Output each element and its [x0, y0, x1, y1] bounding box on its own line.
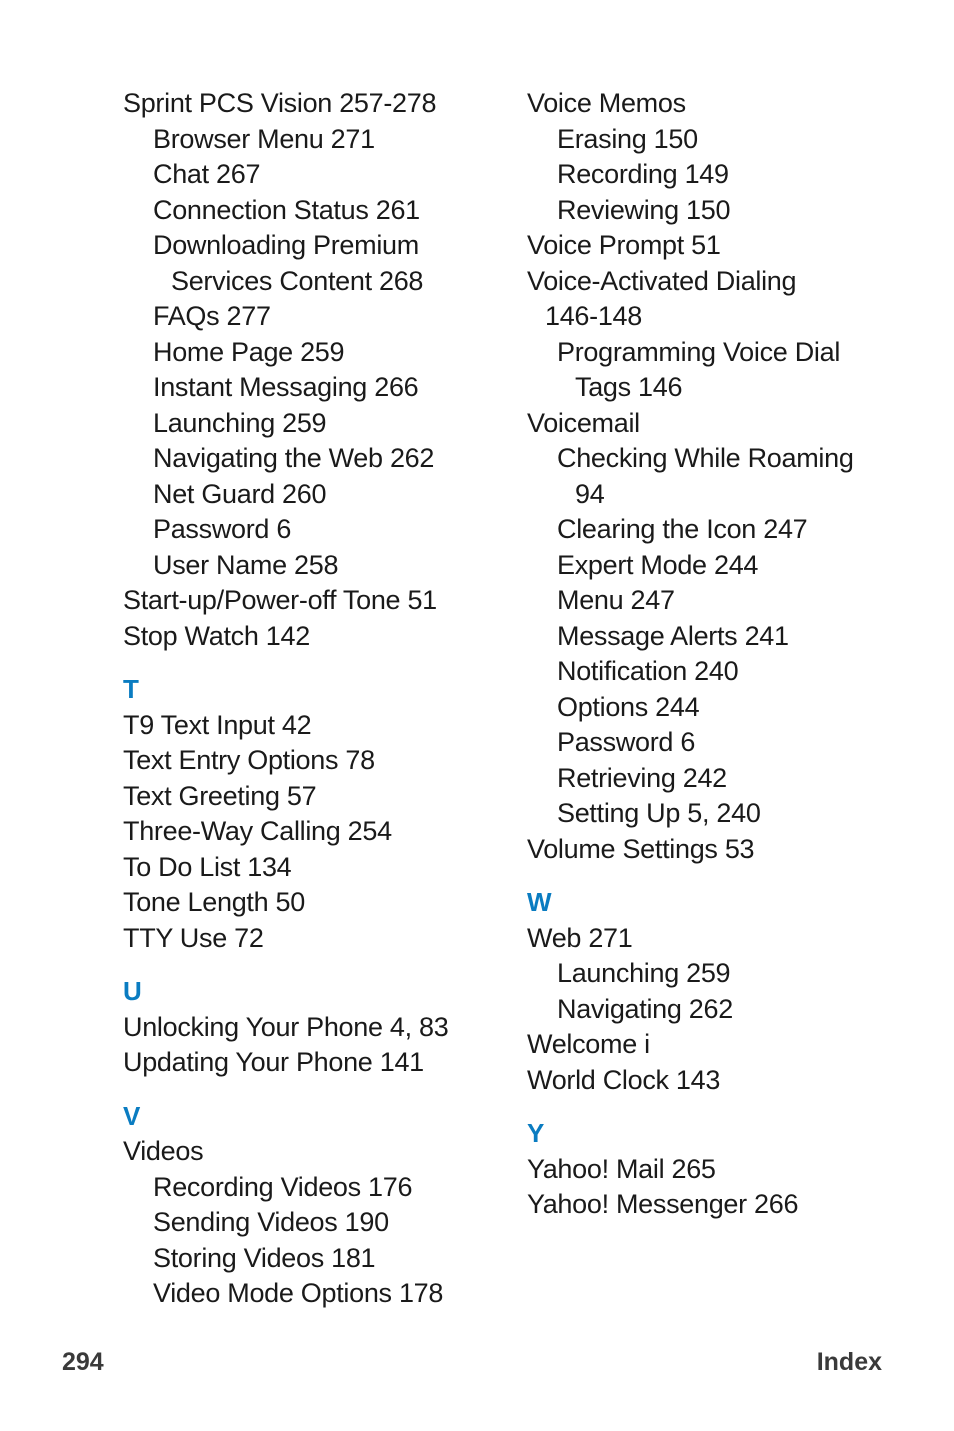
- index-entry: Voice-Activated Dialing: [527, 265, 797, 296]
- index-entry: Yahoo! Mail 265: [527, 1153, 716, 1184]
- index-subentry: Storing Videos 181: [153, 1242, 376, 1273]
- index-subentry: Instant Messaging 266: [153, 372, 419, 402]
- index-entry: World Clock 143: [527, 1064, 721, 1095]
- index-subentry: Setting Up 5, 240: [557, 798, 761, 828]
- index-subentry: Launching 259: [153, 407, 327, 438]
- index-subentry: Launching 259: [557, 958, 731, 988]
- index-letter-heading: V: [123, 1100, 141, 1131]
- index-column-right: [527, 86, 927, 1223]
- index-subentry: Programming Voice Dial: [557, 336, 841, 367]
- index-entry: Three-Way Calling 254: [123, 816, 392, 846]
- index-entry: Web 271: [527, 922, 633, 953]
- index-subentry: Downloading Premium: [153, 230, 419, 260]
- index-subentry: Home Page 259: [153, 336, 345, 367]
- index-entry: Voicemail: [527, 407, 640, 438]
- index-entry-continuation: 146-148: [545, 301, 642, 331]
- index-column-left: [123, 86, 503, 1312]
- index-subentry: Clearing the Icon 247: [557, 514, 808, 544]
- index-entry: Updating Your Phone 141: [123, 1047, 424, 1077]
- index-entry: Tone Length 50: [123, 887, 305, 917]
- index-entry: Stop Watch 142: [123, 620, 310, 651]
- index-subentry: Password 6: [557, 727, 696, 757]
- index-subentry: Menu 247: [557, 585, 675, 615]
- index-entry: Start-up/Power-off Tone 51: [123, 585, 437, 615]
- index-entry: Unlocking Your Phone 4, 83: [123, 1011, 449, 1042]
- index-subentry: Password 6: [153, 514, 292, 544]
- index-subentry: Sending Videos 190: [153, 1207, 389, 1237]
- index-entry-continuation: Services Content 268: [171, 265, 424, 296]
- index-subentry: Reviewing 150: [557, 194, 731, 225]
- index-subentry: Navigating the Web 262: [153, 443, 435, 473]
- index-subentry: Options 244: [557, 691, 700, 722]
- index-entry: Voice Memos: [527, 88, 686, 118]
- index-entry-continuation: 94: [575, 478, 605, 509]
- index-subentry: Navigating 262: [557, 993, 733, 1024]
- index-entry: Welcome i: [527, 1029, 650, 1059]
- index-entry: Volume Settings 53: [527, 833, 755, 864]
- index-entry: Yahoo! Messenger 266: [527, 1189, 799, 1219]
- index-letter-heading: T: [123, 674, 139, 704]
- index-subentry: Browser Menu 271: [153, 123, 375, 154]
- index-subentry: User Name 258: [153, 549, 339, 580]
- index-entry: Voice Prompt 51: [527, 230, 721, 260]
- index-subentry: Net Guard 260: [153, 478, 327, 509]
- index-subentry: Retrieving 242: [557, 762, 727, 793]
- index-subentry: Notification 240: [557, 656, 739, 686]
- index-entry: T9 Text Input 42: [123, 709, 312, 740]
- index-subentry: Erasing 150: [557, 123, 698, 154]
- index-letter-heading: Y: [527, 1118, 545, 1148]
- section-name: Index: [816, 1348, 882, 1376]
- index-subentry: Recording Videos 176: [153, 1171, 413, 1202]
- index-letter-heading: W: [527, 887, 552, 917]
- index-subentry: Checking While Roaming: [557, 443, 854, 473]
- index-entry: Text Entry Options 78: [123, 745, 375, 775]
- index-entry: To Do List 134: [123, 851, 292, 882]
- index-entry: TTY Use 72: [123, 922, 264, 953]
- index-subentry: FAQs 277: [153, 301, 271, 331]
- index-subentry: Chat 267: [153, 159, 261, 189]
- index-subentry: Connection Status 261: [153, 194, 420, 225]
- index-entry-continuation: Tags 146: [575, 372, 683, 402]
- index-entry: Sprint PCS Vision 257-278: [123, 88, 437, 118]
- page-number: 294: [62, 1348, 104, 1376]
- index-entry: Text Greeting 57: [123, 780, 317, 811]
- index-entry: Videos: [123, 1136, 204, 1166]
- index-subentry: Expert Mode 244: [557, 549, 759, 580]
- index-letter-heading: U: [123, 976, 142, 1006]
- index-subentry: Video Mode Options 178: [153, 1278, 444, 1308]
- index-subentry: Recording 149: [557, 159, 729, 189]
- index-subentry: Message Alerts 241: [557, 620, 789, 651]
